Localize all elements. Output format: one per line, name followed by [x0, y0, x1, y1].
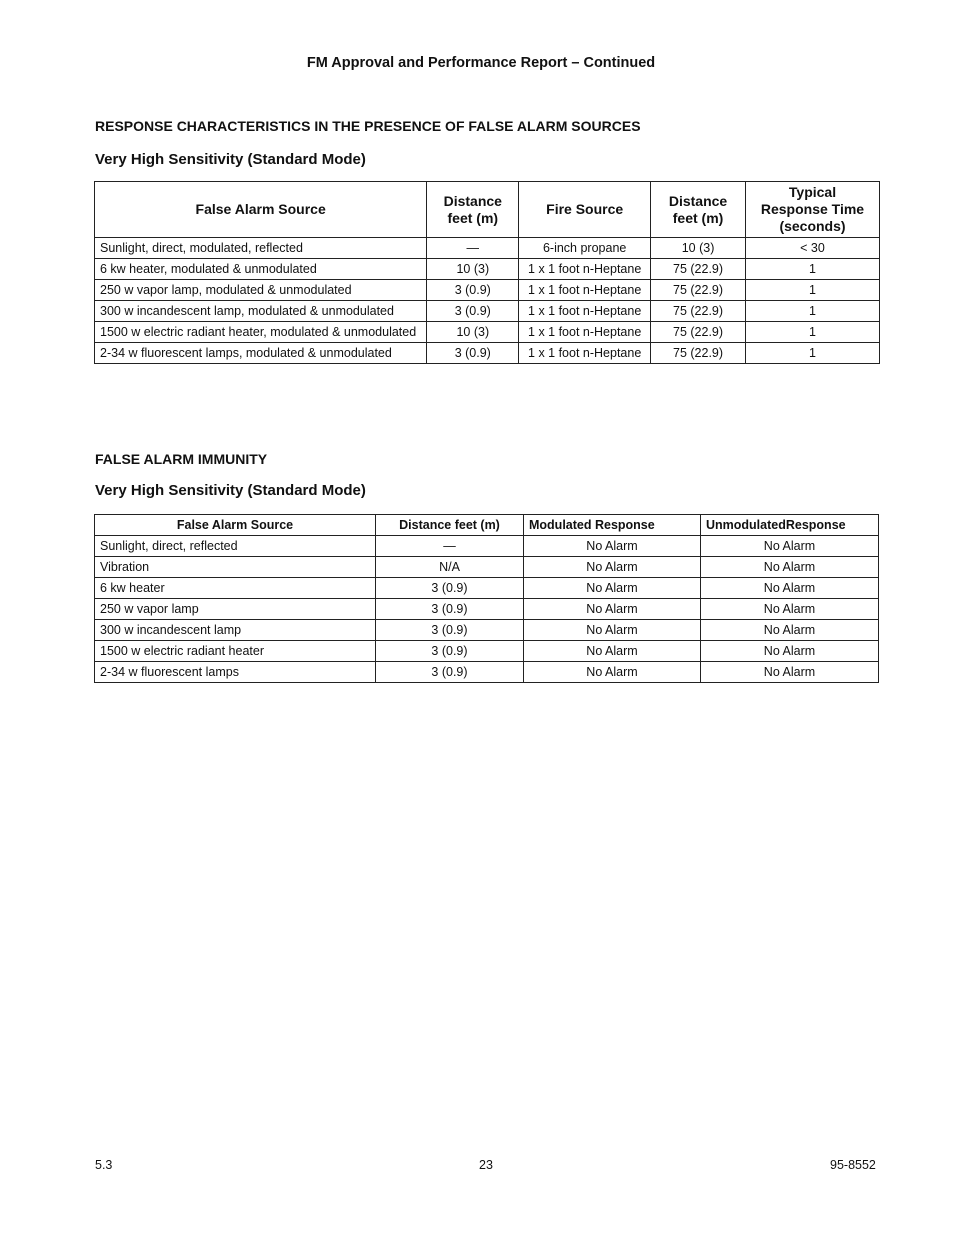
table-row	[95, 280, 880, 301]
table-cell: No Alarm	[701, 536, 879, 557]
footer-revision: 5.3	[95, 1158, 113, 1172]
footer-document-number: 95-8552	[830, 1158, 876, 1172]
table-cell: 1	[746, 322, 880, 343]
footer-page-number: 23	[479, 1158, 493, 1172]
section-title-immunity: FALSE ALARM IMMUNITY	[95, 451, 268, 467]
col-header	[427, 182, 519, 238]
col-header: False Alarm Source	[95, 182, 427, 238]
table-cell: 10 (3)	[651, 238, 746, 259]
table-header-row	[95, 182, 880, 238]
table-cell: No Alarm	[524, 620, 701, 641]
table-cell: 300 w incandescent lamp	[95, 620, 376, 641]
col-header: Distance feet (m)	[376, 515, 524, 536]
table-cell: 2-34 w fluorescent lamps	[95, 662, 376, 683]
col-header-text: Distance feet (m)	[668, 192, 728, 226]
col-header-text: Distance feet (m)	[443, 192, 502, 226]
table-cell: 1	[746, 343, 880, 364]
table-cell: —	[427, 238, 519, 259]
col-header: False Alarm Source	[95, 515, 376, 536]
table-row	[95, 259, 880, 280]
col-header: UnmodulatedResponse	[701, 515, 879, 536]
table-cell: No Alarm	[524, 557, 701, 578]
table-cell: 1 x 1 foot n-Heptane	[519, 322, 651, 343]
subtitle-immunity: Very High Sensitivity (Standard Mode)	[95, 482, 366, 499]
table-cell: 1 x 1 foot n-Heptane	[519, 280, 651, 301]
table-cell: 3 (0.9)	[427, 301, 519, 322]
table-row	[95, 301, 880, 322]
table-cell: 250 w vapor lamp, modulated & unmodulated	[95, 280, 427, 301]
subtitle-response: Very High Sensitivity (Standard Mode)	[95, 151, 366, 168]
table-cell: 1500 w electric radiant heater	[95, 641, 376, 662]
table-cell: 10 (3)	[427, 259, 519, 280]
table-cell: 1	[746, 301, 880, 322]
table-cell: 2-34 w fluorescent lamps, modulated & unmodulated	[95, 343, 427, 364]
col-header	[746, 182, 880, 238]
table-cell: No Alarm	[701, 620, 879, 641]
table-cell: 3 (0.9)	[376, 641, 524, 662]
table-row	[95, 662, 879, 683]
table-cell: 6 kw heater, modulated & unmodulated	[95, 259, 427, 280]
table-cell: N/A	[376, 557, 524, 578]
table-cell: 1 x 1 foot n-Heptane	[519, 343, 651, 364]
table-cell: 3 (0.9)	[376, 662, 524, 683]
table-cell: 3 (0.9)	[427, 343, 519, 364]
table-cell: 75 (22.9)	[651, 301, 746, 322]
table-cell: Sunlight, direct, modulated, reflected	[95, 238, 427, 259]
table-cell: 1	[746, 259, 880, 280]
table-cell: No Alarm	[524, 536, 701, 557]
table-row	[95, 599, 879, 620]
table-cell: No Alarm	[701, 662, 879, 683]
table-cell: 1	[746, 280, 880, 301]
table-cell: 1 x 1 foot n-Heptane	[519, 259, 651, 280]
table-cell: 3 (0.9)	[427, 280, 519, 301]
table-cell: 75 (22.9)	[651, 322, 746, 343]
table-cell: No Alarm	[701, 578, 879, 599]
table-cell: 1 x 1 foot n-Heptane	[519, 301, 651, 322]
table-cell: No Alarm	[701, 641, 879, 662]
section-title-response: RESPONSE CHARACTERISTICS IN THE PRESENCE OF FALSE ALARM SOURCES	[95, 118, 641, 134]
table-cell: 300 w incandescent lamp, modulated & unmodulated	[95, 301, 427, 322]
col-header: Modulated Response	[524, 515, 701, 536]
col-header-text: Typical Response Time (seconds)	[760, 184, 865, 234]
response-characteristics-table	[94, 181, 880, 364]
false-alarm-immunity-table	[94, 514, 879, 683]
table-row	[95, 620, 879, 641]
col-header	[651, 182, 746, 238]
table-cell: No Alarm	[524, 641, 701, 662]
table-row	[95, 238, 880, 259]
table-row	[95, 322, 880, 343]
table-cell: 250 w vapor lamp	[95, 599, 376, 620]
table-row	[95, 536, 879, 557]
table-row	[95, 578, 879, 599]
table-cell: 10 (3)	[427, 322, 519, 343]
table-cell: Sunlight, direct, reflected	[95, 536, 376, 557]
table-cell: 75 (22.9)	[651, 259, 746, 280]
table-row	[95, 343, 880, 364]
table-cell: 6-inch propane	[519, 238, 651, 259]
table-row	[95, 557, 879, 578]
table-cell: < 30	[746, 238, 880, 259]
table-cell: No Alarm	[701, 599, 879, 620]
table-cell: 3 (0.9)	[376, 599, 524, 620]
table-header-row	[95, 515, 879, 536]
table-cell: 75 (22.9)	[651, 280, 746, 301]
table-cell: 75 (22.9)	[651, 343, 746, 364]
col-header: Fire Source	[519, 182, 651, 238]
table-cell: 1500 w electric radiant heater, modulated & unmodulated	[95, 322, 427, 343]
table-cell: 3 (0.9)	[376, 620, 524, 641]
table-cell: 3 (0.9)	[376, 578, 524, 599]
table-cell: No Alarm	[701, 557, 879, 578]
table-cell: No Alarm	[524, 662, 701, 683]
page-header: FM Approval and Performance Report – Continued	[306, 55, 656, 71]
table-cell: Vibration	[95, 557, 376, 578]
table-cell: No Alarm	[524, 599, 701, 620]
table-cell: —	[376, 536, 524, 557]
table-cell: 6 kw heater	[95, 578, 376, 599]
table-row	[95, 641, 879, 662]
table-cell: No Alarm	[524, 578, 701, 599]
